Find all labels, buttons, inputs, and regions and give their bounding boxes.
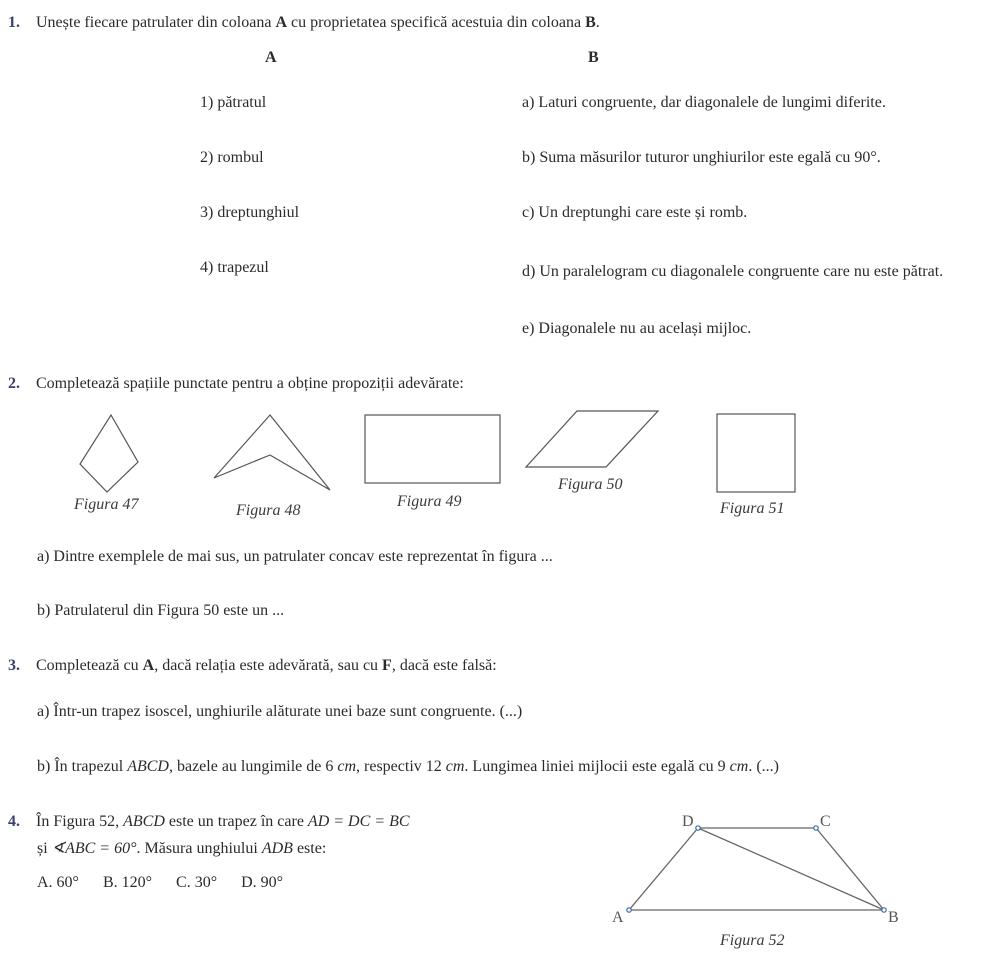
- q4-option-a: A. 60°: [37, 874, 79, 891]
- q3-item-a: a) Într-un trapez isoscel, unghiurile alăturate unei baze sunt congruente. (...): [37, 703, 523, 720]
- vertex-c-point: [814, 826, 818, 830]
- q1-col-a-header: A: [265, 49, 277, 66]
- vertex-b-point: [882, 908, 886, 912]
- vertex-d-point: [696, 826, 700, 830]
- q2-text: Completează spațiile punctate pentru a obține propoziții adevărate:: [36, 375, 464, 392]
- q4-line-2: și ∢ABC = 60°. Măsura unghiului ADB este:: [37, 840, 327, 857]
- q2-number: 2.: [8, 375, 20, 392]
- figure-47-caption: Figura 47: [74, 496, 139, 513]
- figure-50-caption: Figura 50: [558, 476, 623, 493]
- figure-52-caption: Figura 52: [720, 932, 785, 949]
- q3-number: 3.: [8, 657, 20, 674]
- q1-col-b-item-c: c) Un dreptunghi care este și romb.: [522, 204, 748, 221]
- q3-item-b: b) În trapezul ABCD, bazele au lungimile de 6 cm, respectiv 12 cm. Lungimea liniei mijlocii este egală cu 9 cm. (...): [37, 758, 779, 775]
- q1-col-b-item-a: a) Laturi congruente, dar diagonalele de lungimi diferite.: [522, 94, 886, 111]
- vertex-a-point: [627, 908, 631, 912]
- q4-option-b: B. 120°: [102, 874, 153, 891]
- q4-option-d: D. 90°: [241, 874, 284, 891]
- q4-number: 4.: [8, 813, 20, 830]
- q1-number: 1.: [8, 14, 20, 31]
- q1-col-b-item-b: b) Suma măsurilor tuturor unghiurilor este egală cu 90°.: [522, 149, 881, 166]
- vertex-label-c: C: [820, 813, 831, 830]
- figure-48-caption: Figura 48: [236, 502, 301, 519]
- q1-col-a-item-2: 2) rombul: [200, 149, 264, 166]
- q1-col-b-item-d: d) Un paralelogram cu diagonalele congruente care nu este pătrat.: [522, 263, 944, 280]
- q1-col-b-item-e: e) Diagonalele nu au același mijloc.: [522, 320, 752, 337]
- figure-51-caption: Figura 51: [720, 500, 785, 517]
- q4-text-line-1: În Figura 52, ABCD este un trapez în care AD = DC = BC: [36, 813, 410, 830]
- q4-option-c: C. 30°: [176, 874, 218, 891]
- q1-col-a-item-3: 3) dreptunghiul: [200, 204, 300, 221]
- vertex-label-a: A: [612, 909, 624, 926]
- q1-text: Unește fiecare patrulater din coloana A cu proprietatea specifică acestuia din coloana B.: [36, 14, 600, 31]
- q1-col-a-item-1: 1) pătratul: [200, 94, 267, 111]
- figure-49-caption: Figura 49: [397, 493, 462, 510]
- q3-text: Completează cu A, dacă relația este adevărată, sau cu F, dacă este falsă:: [36, 657, 497, 674]
- q1-col-a-item-4: 4) trapezul: [200, 259, 269, 276]
- vertex-label-b: B: [888, 909, 899, 926]
- q2-item-b: b) Patrulaterul din Figura 50 este un ...: [37, 602, 285, 619]
- vertex-label-d: D: [682, 813, 694, 830]
- q1-col-b-header: B: [588, 49, 599, 66]
- q2-item-a: a) Dintre exemplele de mai sus, un patrulater concav este reprezentat în figura ...: [37, 548, 553, 565]
